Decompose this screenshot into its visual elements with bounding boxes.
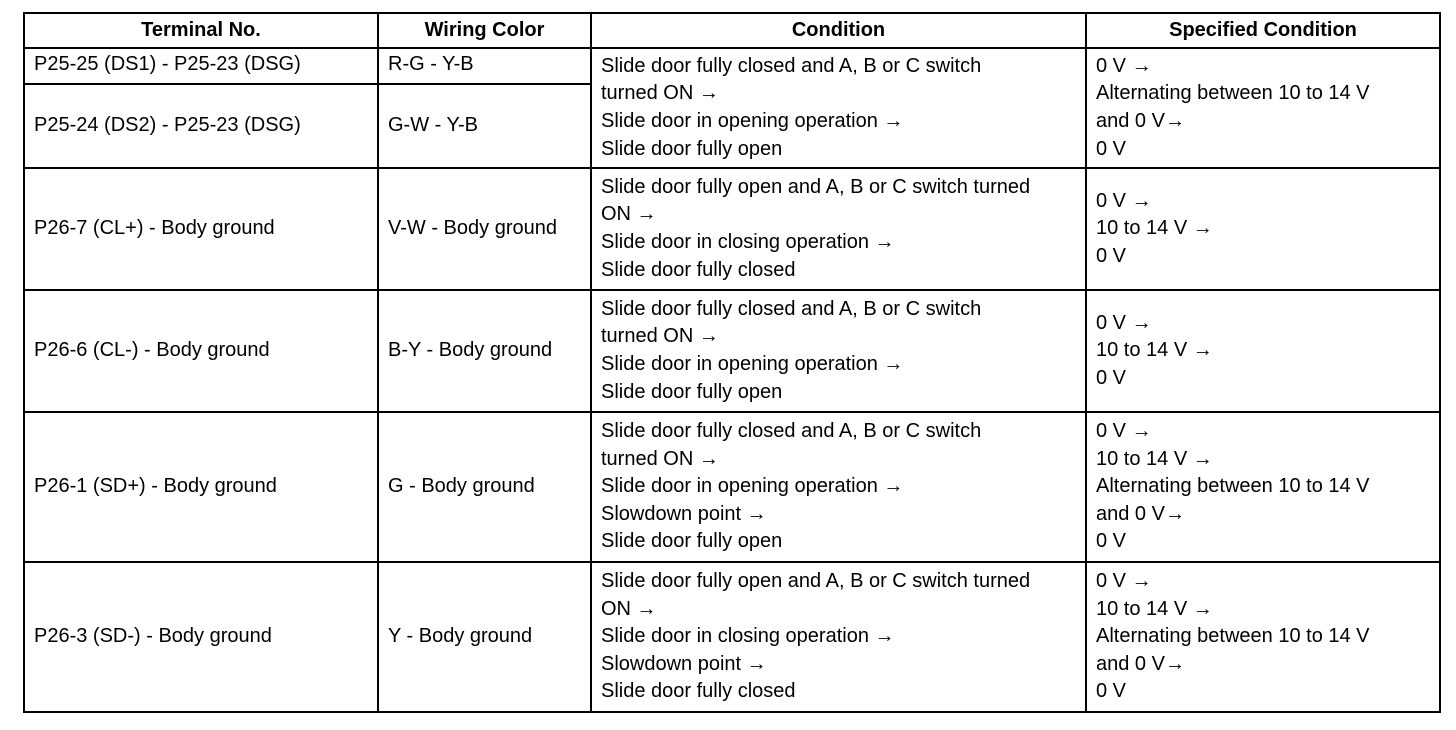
table-row (24, 48, 1440, 84)
specified-cell: 0 V → 10 to 14 V → Alternating between 10 to 14 V and 0 V→ 0 V (1086, 412, 1440, 562)
terminal-cell: P26-7 (CL+) - Body ground (24, 168, 378, 290)
header-condition: Condition (591, 13, 1086, 48)
condition-cell: Slide door fully closed and A, B or C switch turned ON → Slide door in opening operation → Slide door fully open (591, 290, 1086, 412)
condition-cell: Slide door fully closed and A, B or C switch turned ON → Slide door in opening operation → Slowdown point → Slide door fully open (591, 412, 1086, 562)
table-row (24, 290, 1440, 412)
specified-cell: 0 V → 10 to 14 V → 0 V (1086, 168, 1440, 290)
header-wiring-color: Wiring Color (378, 13, 591, 48)
table-header (24, 13, 1440, 48)
terminal-cell: P25-24 (DS2) - P25-23 (DSG) (24, 84, 378, 168)
terminal-cell: P26-6 (CL-) - Body ground (24, 290, 378, 412)
terminal-cell: P25-25 (DS1) - P25-23 (DSG) (24, 48, 378, 84)
table-row (24, 412, 1440, 562)
terminal-spec-table (23, 12, 1441, 713)
wiring-cell: G - Body ground (378, 412, 591, 562)
wiring-cell: Y - Body ground (378, 562, 591, 712)
terminal-cell: P26-1 (SD+) - Body ground (24, 412, 378, 562)
specified-cell: 0 V → 10 to 14 V → Alternating between 10 to 14 V and 0 V→ 0 V (1086, 562, 1440, 712)
specified-cell: 0 V → 10 to 14 V → 0 V (1086, 290, 1440, 412)
wiring-cell: R-G - Y-B (378, 48, 591, 84)
condition-cell: Slide door fully closed and A, B or C switch turned ON → Slide door in opening operation → Slide door fully open (591, 48, 1086, 168)
header-specified-condition: Specified Condition (1086, 13, 1440, 48)
table-body (24, 48, 1440, 712)
table-row (24, 562, 1440, 712)
condition-cell: Slide door fully open and A, B or C switch turned ON → Slide door in closing operation → Slowdown point → Slide door fully closed (591, 562, 1086, 712)
terminal-cell: P26-3 (SD-) - Body ground (24, 562, 378, 712)
condition-cell: Slide door fully open and A, B or C switch turned ON → Slide door in closing operation → Slide door fully closed (591, 168, 1086, 290)
specified-cell: 0 V → Alternating between 10 to 14 V and 0 V→ 0 V (1086, 48, 1440, 168)
wiring-cell: V-W - Body ground (378, 168, 591, 290)
wiring-cell: G-W - Y-B (378, 84, 591, 168)
wiring-cell: B-Y - Body ground (378, 290, 591, 412)
table-row (24, 168, 1440, 290)
header-terminal-no: Terminal No. (24, 13, 378, 48)
header-row (24, 13, 1440, 48)
